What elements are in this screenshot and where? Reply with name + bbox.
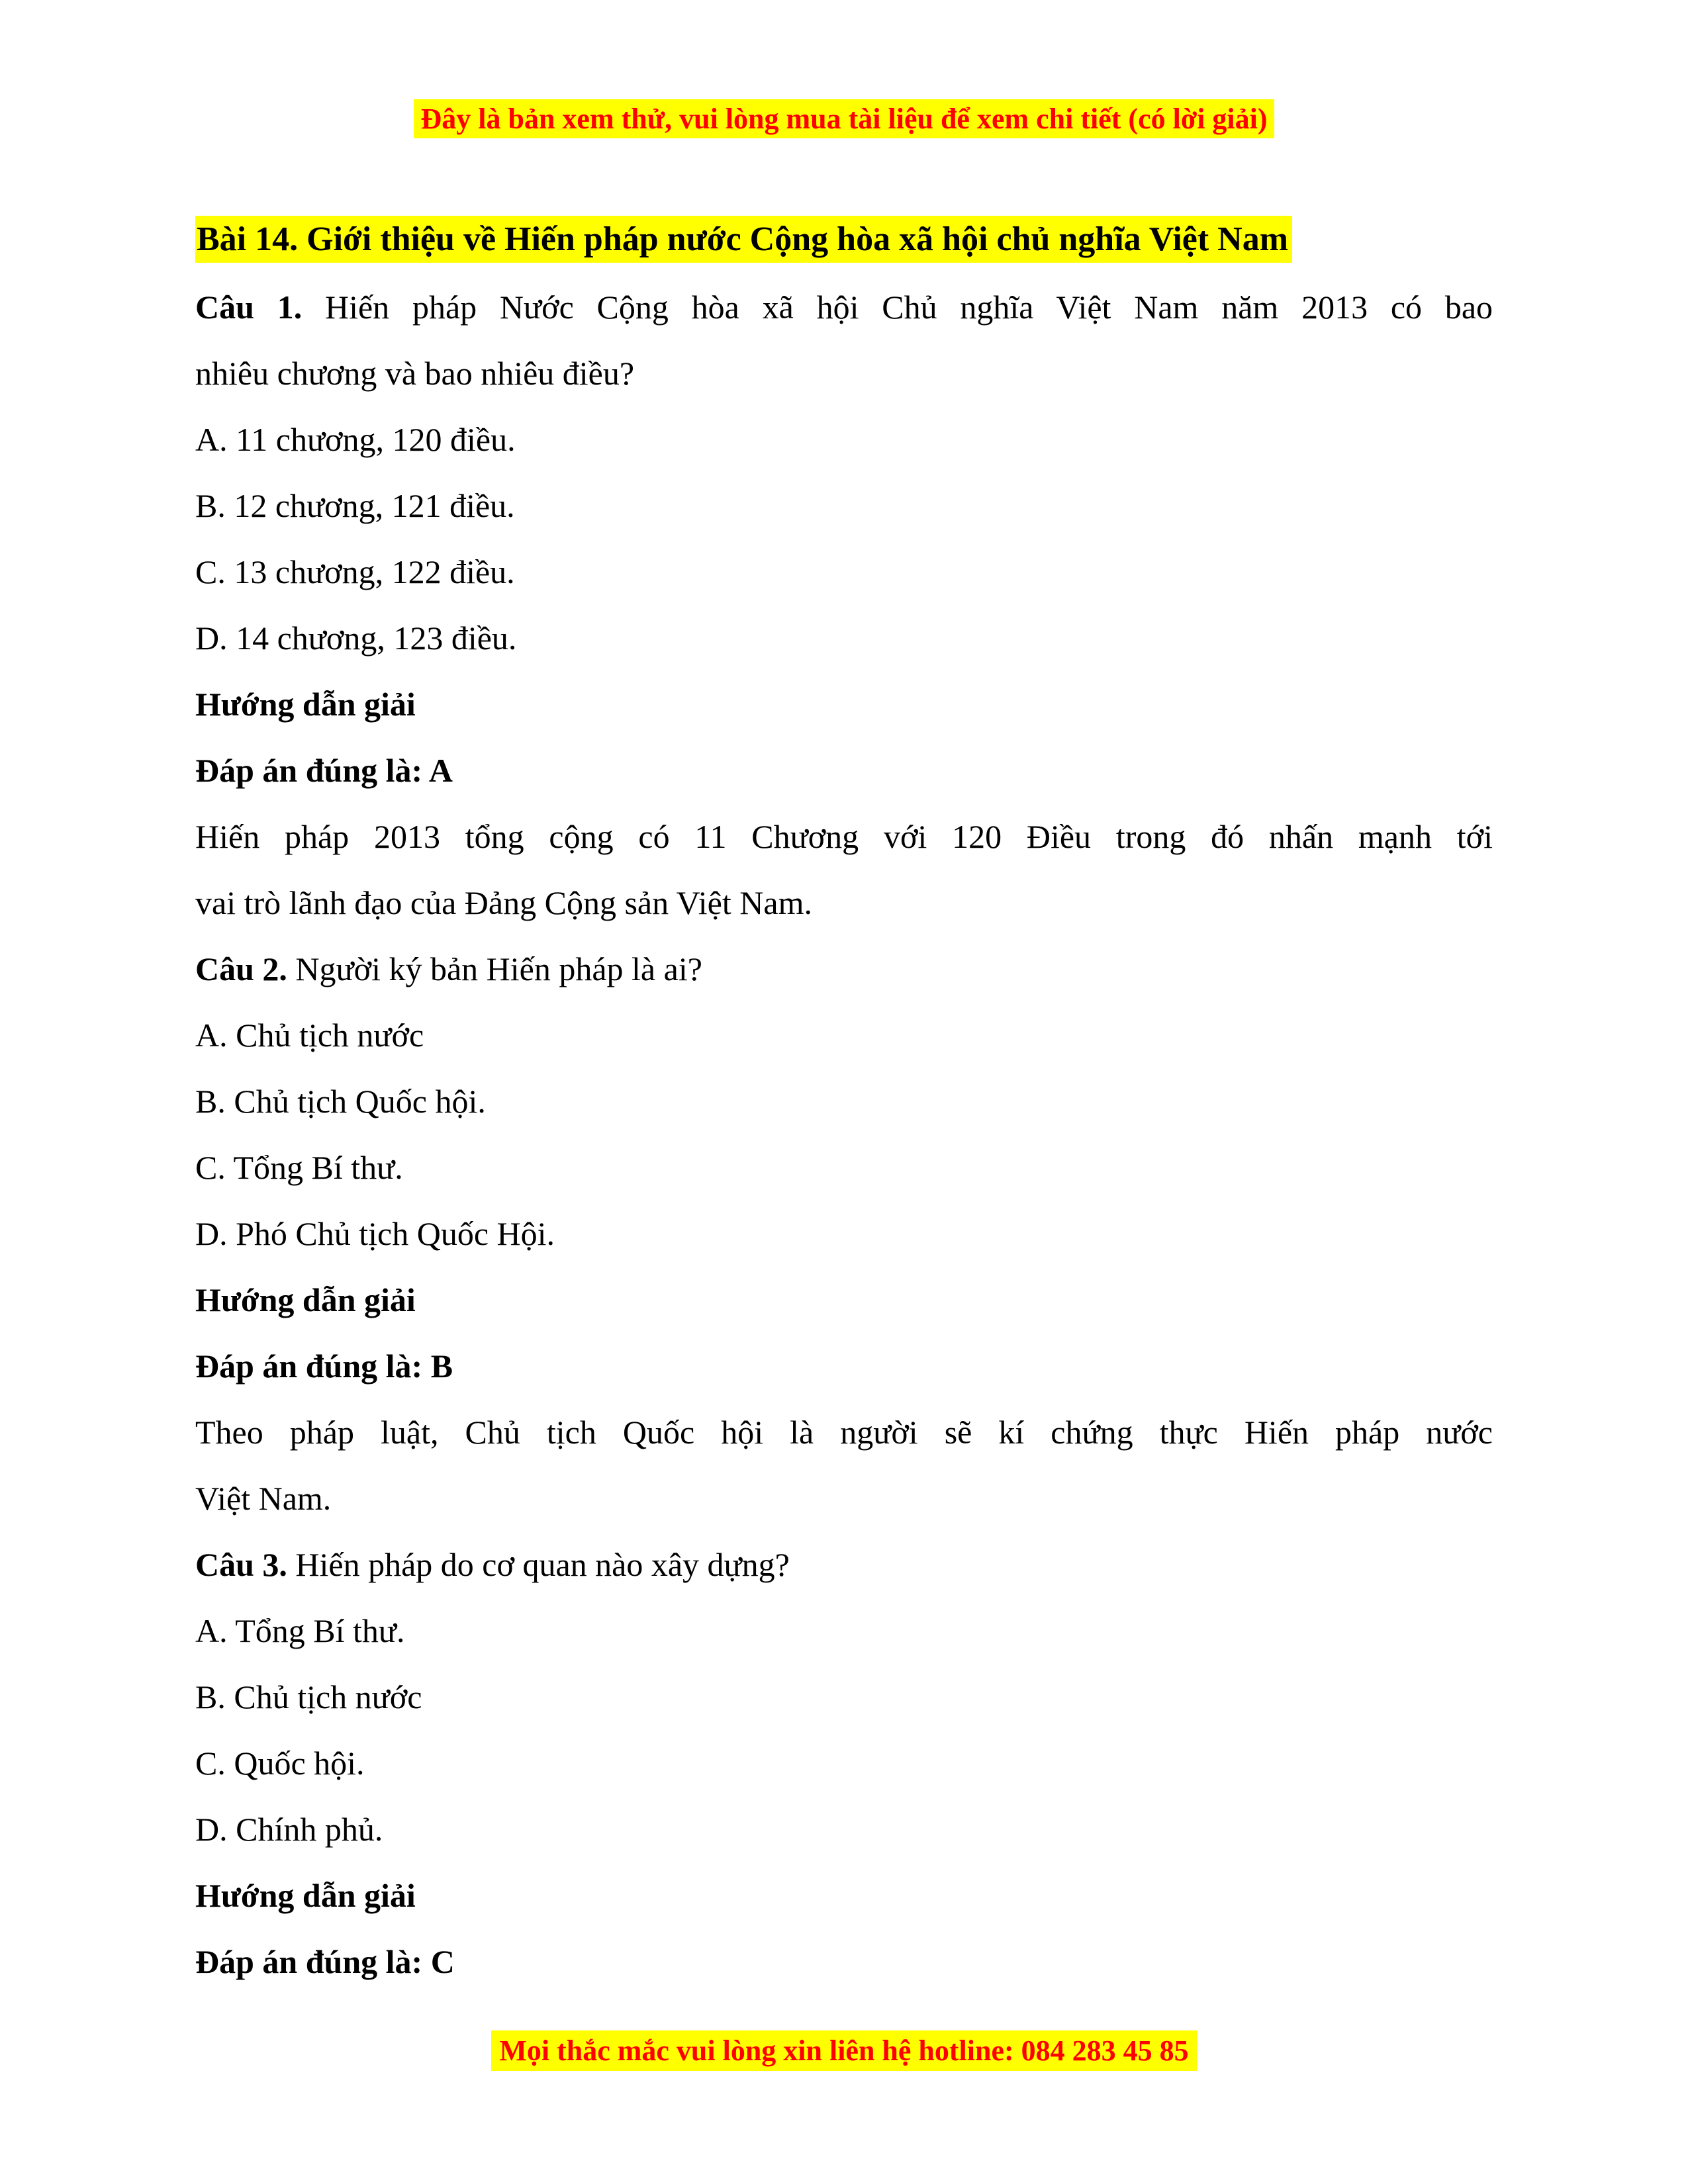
lesson-title-text: Bài 14. Giới thiệu về Hiến pháp nước Cộng hòa xã hội chủ nghĩa Việt Nam: [195, 216, 1292, 263]
hotline-notice: [195, 2025, 1493, 2083]
question-3-answer: Đáp án đúng là: C: [195, 1943, 455, 1980]
question-3-option-d: D. Chính phủ.: [195, 1811, 383, 1848]
question-3-option-c: C. Quốc hội.: [195, 1745, 365, 1782]
question-1-guide-heading: Hướng dẫn giải: [195, 686, 416, 723]
question-3-text: Hiến pháp do cơ quan nào xây dựng?: [295, 1546, 790, 1583]
question-1-option-a: A. 11 chương, 120 điều.: [195, 421, 516, 458]
question-3-option-b: B. Chủ tịch nước: [195, 1678, 422, 1715]
preview-notice-text: Đây là bản xem thử, vui lòng mua tài liệu để xem chi tiết (có lời giải): [414, 99, 1274, 138]
question-2-explanation-line-1: Theo pháp luật, Chủ tịch Quốc hội là người sẽ kí chứng thực Hiến pháp nước: [195, 1414, 1493, 1451]
question-2-text-line-1: [195, 936, 1493, 1002]
question-2-option-a: A. Chủ tịch nước: [195, 1017, 424, 1054]
hotline-notice-text: Mọi thắc mắc vui lòng xin liên hệ hotline: 084 283 45 85: [491, 2030, 1196, 2071]
question-1-explanation-line-2: vai trò lãnh đạo của Đảng Cộng sản Việt Nam.: [195, 884, 812, 921]
question-2-explanation-line-2: Việt Nam.: [195, 1480, 332, 1517]
question-1-option-d: D. 14 chương, 123 điều.: [195, 619, 517, 657]
question-1-text: Hiến pháp Nước Cộng hòa xã hội Chủ nghĩa Việt Nam năm 2013 có bao: [324, 289, 1493, 326]
lesson-title: [195, 213, 1493, 274]
question-1: [195, 274, 1493, 936]
question-1-label: Câu 1.: [195, 289, 303, 326]
question-1-text-line-1: [195, 274, 1493, 340]
question-1-explanation-line-1: Hiến pháp 2013 tổng cộng có 11 Chương với 120 Điều trong đó nhấn mạnh tới: [195, 818, 1493, 855]
question-3-label: Câu 3.: [195, 1546, 287, 1583]
document-content: [195, 213, 1493, 1995]
question-3: [195, 1531, 1493, 1995]
question-2-option-c: C. Tổng Bí thư.: [195, 1149, 403, 1186]
question-1-option-c: C. 13 chương, 122 điều.: [195, 553, 515, 590]
question-2-option-d: D. Phó Chủ tịch Quốc Hội.: [195, 1215, 555, 1252]
question-2-guide-heading: Hướng dẫn giải: [195, 1281, 416, 1318]
question-3-guide-heading: Hướng dẫn giải: [195, 1877, 416, 1914]
question-2-label: Câu 2.: [195, 950, 287, 987]
question-1-option-b: B. 12 chương, 121 điều.: [195, 487, 515, 524]
question-2-option-b: B. Chủ tịch Quốc hội.: [195, 1083, 486, 1120]
question-2-text: Người ký bản Hiến pháp là ai?: [295, 950, 702, 987]
question-1-answer: Đáp án đúng là: A: [195, 752, 453, 789]
question-1-text-line-2: nhiêu chương và bao nhiêu điều?: [195, 355, 635, 392]
question-3-text-line-1: [195, 1531, 1493, 1598]
question-2: [195, 936, 1493, 1531]
question-3-option-a: A. Tổng Bí thư.: [195, 1612, 405, 1649]
preview-notice: [195, 98, 1493, 147]
question-2-answer: Đáp án đúng là: B: [195, 1347, 453, 1385]
